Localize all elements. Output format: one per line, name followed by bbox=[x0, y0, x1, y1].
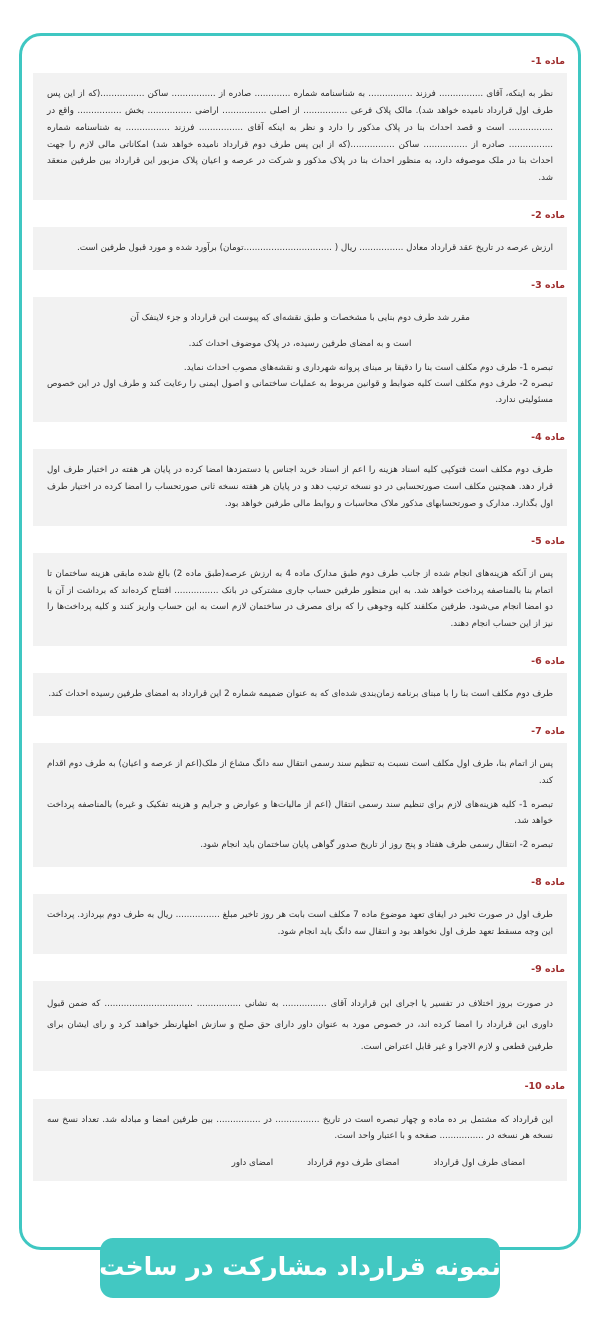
signature-row bbox=[47, 1158, 553, 1168]
signature-party-two: امضای طرف دوم قرارداد bbox=[307, 1157, 400, 1168]
article-4-paragraph-1: طرف دوم مکلف است فتوکپی کلیه اسناد هزینه را اعم از اسناد خرید اجناس یا دستمزدها امضا کرده در پایان هر هفته در اختیار طرف اول قرار دهد. همچنین مکلف است صورتحسابی در دو نسخه ترتیب دهد و در پایان هر هفته نسخه ثانی صورتحساب را امضا کرده در اختیار طرف اول بگذارد. مدارک و صورتحسابهای مذکور ملاک محاسبات و روابط مالی طرفین خواهد بود. bbox=[47, 465, 553, 509]
article-9-heading: ماده 9- bbox=[531, 963, 565, 975]
article-4-heading: ماده 4- bbox=[531, 432, 565, 443]
article-9 bbox=[33, 965, 567, 1071]
article-5 bbox=[33, 537, 567, 646]
article-7-heading: ماده 7- bbox=[531, 725, 565, 737]
article-7-note-2: تبصره 2- انتقال رسمی ظرف هفتاد و پنج روز از تاریخ صدور گواهی پایان ساختمان باید انجام شود. bbox=[200, 840, 553, 851]
article-7-paragraph-1: پس از اتمام بنا، طرف اول مکلف است نسبت به تنظیم سند رسمی انتقال سه دانگ مشاع از ملک(اعم از عرصه و اعیان) به طرف دوم اقدام کند. bbox=[47, 759, 553, 787]
article-10-body bbox=[33, 1099, 567, 1181]
article-1 bbox=[33, 57, 567, 200]
signature-party-one: امضای طرف اول قرارداد bbox=[433, 1157, 525, 1168]
article-2-body bbox=[33, 227, 567, 270]
article-8-heading: ماده 8- bbox=[531, 876, 565, 888]
article-6-heading: ماده 6- bbox=[531, 655, 565, 667]
article-4 bbox=[33, 433, 567, 526]
article-1-heading: ماده 1- bbox=[531, 56, 565, 67]
article-8 bbox=[33, 878, 567, 954]
document-content bbox=[22, 36, 578, 1247]
article-2 bbox=[33, 211, 567, 270]
article-3-heading: ماده 3- bbox=[531, 279, 565, 291]
article-1-body bbox=[33, 73, 567, 199]
article-10-paragraph-1: این قرارداد که مشتمل بر ده ماده و چهار تبصره است در تاریخ ................ در ................ بین طرفین امضا و مبادله شد. تعداد نسخ سه نسخه هر نسخه در ................ صفحه و با اعتبار واحد است. bbox=[47, 1114, 553, 1142]
article-7-note-1: تبصره 1- کلیه هزینه‌های لازم برای تنظیم سند رسمی انتقال (اعم از مالیات‌ها و عوارض و جرایم و هزینه تفکیک و غیره) بالمناصفه پرداخت خواهد شد. bbox=[47, 799, 554, 827]
document-title: نمونه قرارداد مشارکت در ساخت bbox=[99, 1251, 501, 1281]
article-3-body bbox=[33, 297, 567, 422]
article-4-body bbox=[33, 449, 567, 525]
article-6-paragraph-1: طرف دوم مکلف است بنا را با مبنای برنامه زمان‌بندی شده‌ای که به عنوان ضمیمه شماره 2 این قرارداد به امضای طرفین رسیده احداث کند. bbox=[48, 689, 553, 700]
article-8-paragraph-1: طرف اول در صورت تخیر در ایفای تعهد موضوع ماده 7 مکلف است بابت هر روز تاخیر مبلغ ................ ریال به طرف دوم بپردازد. پرداخت این وجه مسقط تعهد طرف اول نخواهد بود و انتقال سه دانگ باید انجام شود. bbox=[47, 910, 553, 938]
article-5-paragraph-1: پس از آنکه هزینه‌های انجام شده از جانب طرف دوم طبق مدارک ماده 4 به ارزش عرصه(طبق ماده 2) بالغ شده مابقی هزینه ساختمان تا اتمام بنا بالمناصفه پرداخت خواهد شد. به این منظور طرفین حساب جاری مشترکی در بانک ................ افتتاح کرده‌اند که برداشت از آن با دو امضا انجام می‌شود. طرفین مکلفند کلیه وجوهی را که برای مصرف در ساختمان لازم است به این حساب واریز کنند و کلیه پرداخت‌ها را نیز از این حساب انجام دهند. bbox=[47, 568, 553, 630]
article-6 bbox=[33, 657, 567, 716]
document-frame bbox=[19, 33, 581, 1250]
signature-arbitrator: امضای داور bbox=[231, 1157, 274, 1168]
article-8-body bbox=[33, 894, 567, 953]
document-title-banner bbox=[100, 1238, 500, 1298]
article-9-paragraph-1: در صورت بروز اختلاف در تفسیر یا اجرای این قرارداد آقای ................ به نشانی ................ ................................ که ضمن قبول داوری این قرارداد را امضا کرده اند، در خصوص مورد به عنوان داور دارای حق صلح و سازش اظهارنظر خواهند کرد و رای ایشان برای طرفین قطعی و لازم الاجرا و غیر قابل اعتراض است. bbox=[47, 999, 553, 1052]
article-5-body bbox=[33, 553, 567, 646]
article-5-heading: ماده 5- bbox=[531, 535, 565, 547]
article-3-note-1: تبصره 1- طرف دوم مکلف است بنا را دقیقا بر مبنای پروانه شهرداری و نقشه‌های مصوب احداث نماید. bbox=[183, 362, 553, 373]
article-3-note-2: تبصره 2- طرف دوم مکلف است کلیه ضوابط و قوانین مربوط به عملیات ساختمانی و اصول ایمنی را رعایت کند و طرف اول در این خصوص مسئولیتی ندارد. bbox=[47, 379, 553, 406]
article-10 bbox=[33, 1082, 567, 1181]
article-3-paragraph-1: مقرر شد طرف دوم بنایی با مشخصات و طبق نقشه‌ای که پیوست این قرارداد و جزء لاینفک آن bbox=[130, 313, 470, 324]
article-10-heading: ماده 10- bbox=[524, 1081, 565, 1093]
article-9-body bbox=[33, 981, 567, 1071]
article-1-paragraph-1: نظر به اینکه، آقای ................ فرزند ................ به شناسنامه شماره ............. صادره از ................ ساکن ................(که از این پس طرف اول قرارداد نامیده خواهد شد). مالک پلاک فرعی ................ از اصلی ................ اراضی ................ بخش ................ واقع در ................ است و قصد احداث بنا در پلاک مذکور را دارد و نظر به اینکه آقای ................ فرزند ................ به شناسنامه شماره ................ صادره از ................ ساکن ................(که از این پس طرف دوم قرارداد نامیده خواهد شد) امکاناتی مالی لازم را جهت احداث بنا در ملک موصوفه دارد، به منظور احداث بنا در پلاک مذکور و شرکت در عرصه و اعیان پلاک مزبور این قرارداد بین طرفین منعقد شد. bbox=[47, 89, 553, 183]
article-7-body bbox=[33, 743, 567, 867]
article-6-body bbox=[33, 673, 567, 716]
article-2-heading: ماده 2- bbox=[531, 209, 565, 221]
article-7 bbox=[33, 727, 567, 867]
article-3-paragraph-2: است و به امضای طرفین رسیده، در پلاک موضوف احداث کند. bbox=[188, 338, 412, 349]
article-3 bbox=[33, 281, 567, 422]
article-2-paragraph-1: ارزش عرصه در تاریخ عقد قرارداد معادل ................ ریال ( ................................تومان) برآورد شده و مورد قبول طرفین است. bbox=[76, 243, 553, 254]
